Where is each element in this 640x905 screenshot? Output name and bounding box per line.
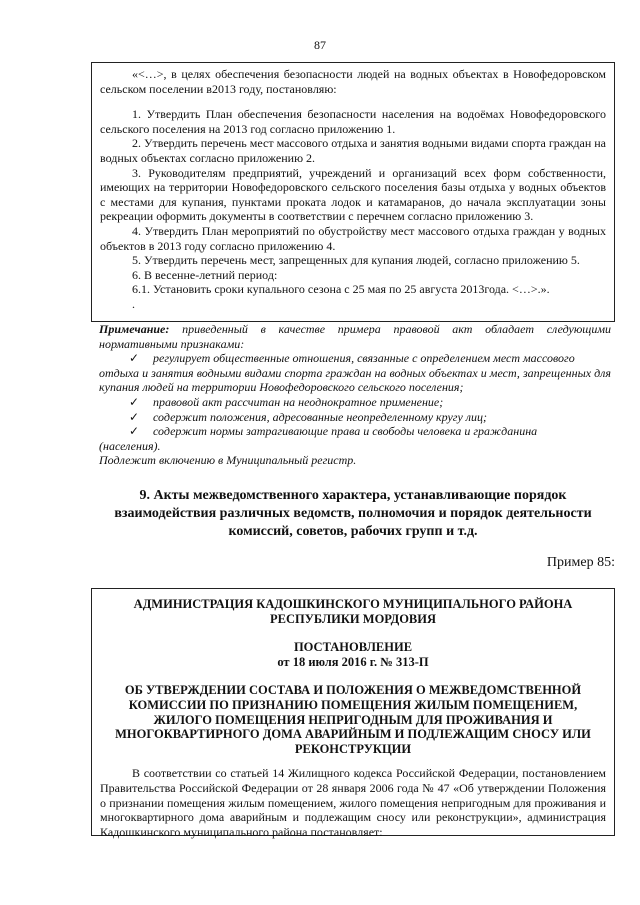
note-label: Примечание: <box>99 322 170 336</box>
note-intro-text: приведенный в качестве примера правовой акт обладает следующими нормативными признаками: <box>99 322 612 351</box>
document-type: ПОСТАНОВЛЕНИЕ <box>293 640 413 655</box>
note-item <box>99 395 611 410</box>
note-section <box>99 322 611 468</box>
note-item <box>99 424 611 439</box>
act-trailing-dot: . <box>132 296 135 311</box>
checkmark-icon: ✓ <box>128 394 139 409</box>
checkmark-icon: ✓ <box>128 409 139 424</box>
act-item-5: 5. Утвердить перечень мест, запрещенных для купания людей, согласно приложению 5. <box>132 253 580 268</box>
act-item-3: 3. Руководителям предприятий, учреждений и организаций всех форм собственности, имеющих на территории Новофедоровского сельского поселения базы отдыха у водных объектов с местами для купания, пунктами проката лодок и катамаранов, до начала эксплуатации зоны рекреации оформить документы в соответствии с перечнем согласно приложению 3. <box>100 165 606 224</box>
act-item-6-1: 6.1. Установить сроки купального сезона с 25 мая по 25 августа 2013года. <…>.». <box>132 282 550 297</box>
example-label: Пример 85: <box>546 555 615 570</box>
note-item-text: правовой акт рассчитан на неоднократное применение; <box>153 394 444 409</box>
checkmark-icon: ✓ <box>128 424 139 439</box>
act-preamble: «<…>, в целях обеспечения безопасности людей на водных объектах в Новофедоровском сельском поселении в2013 году, постановляю: <box>100 67 606 96</box>
note-item-text: регулирует общественные отношения, связанные с определением мест массового <box>153 351 575 366</box>
note-item <box>99 410 611 425</box>
act-item-4: 4. Утвердить План мероприятий по обустройству мест массового отдыха граждан у водных объектов в 2013 году согласно приложению 4. <box>100 223 606 253</box>
act-item-6: 6. В весенне-летний период: <box>132 267 278 282</box>
org-name-line-2: РЕСПУБЛИКИ МОРДОВИЯ <box>269 611 437 626</box>
page-number: 87 <box>314 38 326 52</box>
resolution-box <box>91 588 615 839</box>
note-footer: Подлежит включению в Муниципальный регистр. <box>99 453 357 468</box>
document-title: ОБ УТВЕРЖДЕНИИ СОСТАВА И ПОЛОЖЕНИЯ О МЕЖВЕДОМСТВЕННОЙ КОМИССИИ ПО ПРИЗНАНИЮ ПОМЕЩЕНИЯ ЖИЛЫМ ПОМЕЩЕНИЕМ, ЖИЛОГО ПОМЕЩЕНИЯ НЕПРИГОДНЫМ ДЛЯ ПРОЖИВАНИЯ И МНОГОКВАРТИРНОГО ДОМА АВАРИЙНЫМ И ПОДЛЕЖАЩИМ СНОСУ ИЛИ РЕКОНСТРУКЦИИ <box>115 683 591 756</box>
checkmark-icon: ✓ <box>128 351 139 366</box>
act-item-2: 2. Утвердить перечень мест массового отдыха и занятия водными видами спорта граждан на водных объектах согласно приложению 2. <box>100 136 606 165</box>
note-intro <box>99 322 611 351</box>
note-item-text: содержит положения, адресованные неопределенному кругу лиц; <box>153 409 488 424</box>
document-preamble: В соответствии со статьей 14 Жилищного кодекса Российской Федерации, постановлением Правительства Российской Федерации от 28 января 2006 года № 47 «Об утверждении Положения о признании помещения жилым помещением, жилого помещения непригодным для проживания и многоквартирного дома аварийным и подлежащим сносу или реконструкции», администрация Кадошкинского муниципального района постановляет: <box>100 766 606 839</box>
document-date-number: от 18 июля 2016 г. № 313-П <box>277 654 429 669</box>
note-item-continuation: (населения). <box>99 438 161 453</box>
note-item-text: содержит нормы затрагивающие права и свободы человека и гражданина <box>153 424 538 439</box>
act-item-1: 1. Утвердить План обеспечения безопасности населения на водоёмах Новофедоровского сельского поселения на 2013 год согласно приложению 1. <box>100 107 606 136</box>
org-name-line-1: АДМИНИСТРАЦИЯ КАДОШКИНСКОГО МУНИЦИПАЛЬНОГО РАЙОНА <box>133 597 573 611</box>
note-item-continuation: отдыха и занятия водными видами спорта граждан на водных объектах и мест, запрещенных для купания людей на территории Новофедоровского сельского поселения; <box>99 365 611 395</box>
section-heading: 9. Акты межведомственного характера, устанавливающие порядок взаимодействия различных ведомств, полномочия и порядок деятельности комиссий, советов, рабочих групп и т.д. <box>114 488 592 539</box>
note-item <box>99 351 611 366</box>
quoted-act-box <box>91 62 615 322</box>
